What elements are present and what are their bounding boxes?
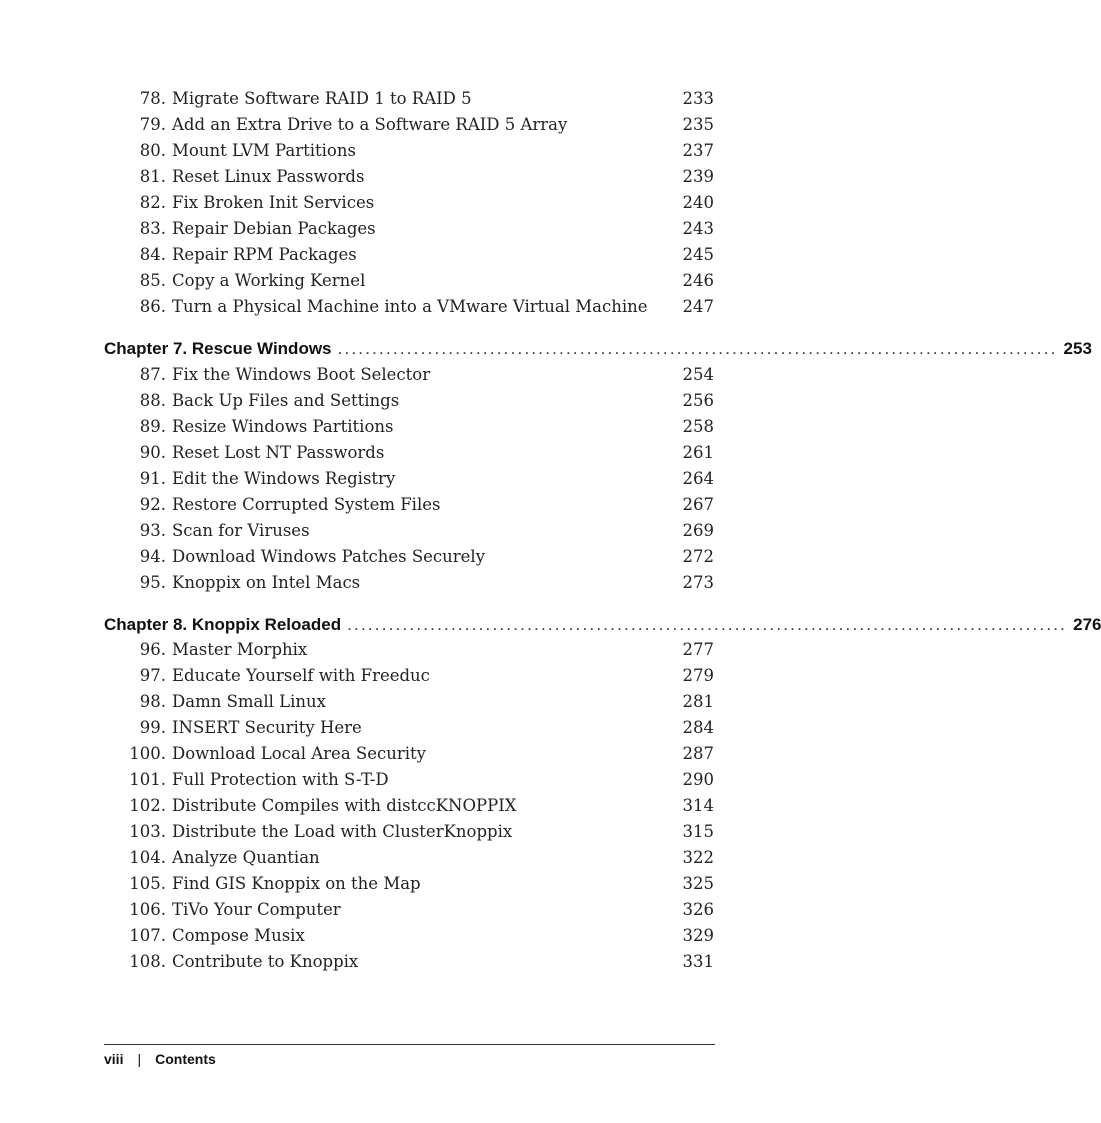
toc-entry[interactable] (0, 715, 816, 741)
toc-entry[interactable] (0, 544, 816, 570)
entry-number: 90. (139, 443, 166, 462)
entry-page: 264 (682, 469, 714, 488)
entry-title: Fix the Windows Boot Selector (172, 365, 431, 384)
entry-number: 98. (139, 692, 166, 711)
toc-entry[interactable] (0, 819, 816, 845)
entry-number: 106. (129, 900, 166, 919)
entry-title: Turn a Physical Machine into a VMware Virtual Machine (172, 297, 648, 316)
toc-entry[interactable] (0, 138, 816, 164)
entry-page: 256 (682, 391, 714, 410)
entry-page: 239 (682, 167, 714, 186)
toc-entry[interactable] (0, 949, 816, 975)
entry-number: 99. (139, 718, 166, 737)
entry-title: TiVo Your Computer (172, 900, 341, 919)
entry-title: Educate Yourself with Freeduc (172, 666, 430, 685)
toc-entry[interactable] (0, 440, 816, 466)
entry-page: 284 (682, 718, 714, 737)
entry-page: 240 (682, 193, 714, 212)
entry-title: Repair Debian Packages (172, 219, 376, 238)
toc-entry[interactable] (0, 414, 816, 440)
toc-entry[interactable] (0, 871, 816, 897)
entry-page: 254 (682, 365, 714, 384)
entry-title: Find GIS Knoppix on the Map (172, 874, 421, 893)
entry-page: 315 (682, 822, 714, 841)
toc-entry[interactable] (0, 689, 816, 715)
entry-number: 86. (139, 297, 166, 316)
entry-title: Resize Windows Partitions (172, 417, 394, 436)
entry-number: 101. (129, 770, 166, 789)
entry-page: 258 (682, 417, 714, 436)
entry-number: 91. (139, 469, 166, 488)
entry-page: 322 (682, 848, 714, 867)
footer-page-number: viii (104, 1051, 124, 1067)
entry-number: 89. (139, 417, 166, 436)
toc-entry[interactable] (0, 663, 816, 689)
page-footer (104, 1049, 216, 1069)
entry-title: Repair RPM Packages (172, 245, 357, 264)
entry-page: 235 (682, 115, 714, 134)
entry-title: Scan for Viruses (172, 521, 310, 540)
entry-page: 269 (682, 521, 714, 540)
entry-number: 85. (139, 271, 166, 290)
entry-number: 82. (139, 193, 166, 212)
entry-title: Mount LVM Partitions (172, 141, 356, 160)
toc-entry[interactable] (0, 268, 816, 294)
toc-entry[interactable] (0, 242, 816, 268)
entry-title: Download Local Area Security (172, 744, 426, 763)
entry-title: Reset Lost NT Passwords (172, 443, 385, 462)
toc-entry[interactable] (0, 793, 816, 819)
entry-page: 246 (682, 271, 714, 290)
toc-entry[interactable] (0, 466, 816, 492)
entry-number: 80. (139, 141, 166, 160)
entry-number: 81. (139, 167, 166, 186)
chapter-title: Chapter 7. Rescue Windows (104, 339, 332, 358)
toc-entry[interactable] (0, 294, 816, 320)
entry-title: Reset Linux Passwords (172, 167, 365, 186)
entry-number: 104. (129, 848, 166, 867)
entry-page: 233 (682, 89, 714, 108)
entry-number: 105. (129, 874, 166, 893)
entry-title: Edit the Windows Registry (172, 469, 396, 488)
entry-number: 97. (139, 666, 166, 685)
toc-entry[interactable] (0, 570, 816, 596)
footer-separator: | (137, 1051, 142, 1067)
dot-leader: ........................................................................................................ (347, 615, 1068, 634)
entry-number: 87. (139, 365, 166, 384)
entry-number: 100. (129, 744, 166, 763)
entry-number: 84. (139, 245, 166, 264)
chapter-title: Chapter 8. Knoppix Reloaded (104, 615, 342, 634)
toc-entry[interactable] (0, 492, 816, 518)
toc-entry[interactable] (0, 388, 816, 414)
entry-title: Master Morphix (172, 640, 308, 659)
chapter-heading-7[interactable] (104, 336, 1092, 362)
entry-title: Copy a Working Kernel (172, 271, 366, 290)
entry-title: Download Windows Patches Securely (172, 547, 486, 566)
chapter-page: 253 (1063, 339, 1092, 358)
entry-number: 83. (139, 219, 166, 238)
entry-title: Back Up Files and Settings (172, 391, 400, 410)
dot-leader: ........................................................................................................ (337, 339, 1058, 358)
entry-page: 329 (682, 926, 714, 945)
entry-title: Contribute to Knoppix (172, 952, 359, 971)
toc-entry[interactable] (0, 86, 816, 112)
entry-page: 281 (682, 692, 714, 711)
toc-entry[interactable] (0, 897, 816, 923)
entry-title: Damn Small Linux (172, 692, 326, 711)
entry-page: 290 (682, 770, 714, 789)
entry-title: INSERT Security Here (172, 718, 362, 737)
toc-entry[interactable] (0, 518, 816, 544)
entry-page: 273 (682, 573, 714, 592)
entry-number: 102. (129, 796, 166, 815)
entry-number: 79. (139, 115, 166, 134)
entry-title: Add an Extra Drive to a Software RAID 5 Array (172, 115, 568, 134)
entry-title: Knoppix on Intel Macs (172, 573, 361, 592)
entry-page: 247 (682, 297, 714, 316)
toc-entry[interactable] (0, 190, 816, 216)
toc-entry[interactable] (0, 362, 816, 388)
entry-page: 277 (682, 640, 714, 659)
entry-number: 93. (139, 521, 166, 540)
entry-page: 261 (682, 443, 714, 462)
entry-title: Distribute the Load with ClusterKnoppix (172, 822, 513, 841)
entry-title: Compose Musix (172, 926, 305, 945)
entry-number: 96. (139, 640, 166, 659)
entry-page: 325 (682, 874, 714, 893)
entry-number: 94. (139, 547, 166, 566)
entry-title: Fix Broken Init Services (172, 193, 375, 212)
entry-page: 237 (682, 141, 714, 160)
chapter-page: 276 (1073, 615, 1101, 634)
entry-title: Migrate Software RAID 1 to RAID 5 (172, 89, 472, 108)
entry-page: 245 (682, 245, 714, 264)
entry-number: 92. (139, 495, 166, 514)
entry-number: 78. (139, 89, 166, 108)
toc-entry[interactable] (0, 923, 816, 949)
entry-page: 314 (682, 796, 714, 815)
entry-page: 326 (682, 900, 714, 919)
entry-title: Distribute Compiles with distccKNOPPIX (172, 796, 517, 815)
entry-page: 331 (682, 952, 714, 971)
toc-entry[interactable] (0, 637, 816, 663)
entry-title: Restore Corrupted System Files (172, 495, 441, 514)
footer-rule (104, 1044, 715, 1045)
entry-page: 279 (682, 666, 714, 685)
entry-number: 88. (139, 391, 166, 410)
entry-page: 243 (682, 219, 714, 238)
entry-number: 107. (129, 926, 166, 945)
entry-number: 95. (139, 573, 166, 592)
entry-page: 287 (682, 744, 714, 763)
toc-entry[interactable] (0, 216, 816, 242)
toc-entry[interactable] (0, 767, 816, 793)
toc-entry[interactable] (0, 845, 816, 871)
entry-page: 267 (682, 495, 714, 514)
entry-title: Full Protection with S-T-D (172, 770, 389, 789)
chapter-heading-8[interactable] (104, 612, 1101, 638)
entry-number: 108. (129, 952, 166, 971)
toc-entry[interactable] (0, 741, 816, 767)
entry-number: 103. (129, 822, 166, 841)
toc-entry[interactable] (0, 164, 816, 190)
footer-section-title: Contents (155, 1051, 216, 1067)
toc-entry[interactable] (0, 112, 816, 138)
entry-page: 272 (682, 547, 714, 566)
entry-title: Analyze Quantian (172, 848, 320, 867)
